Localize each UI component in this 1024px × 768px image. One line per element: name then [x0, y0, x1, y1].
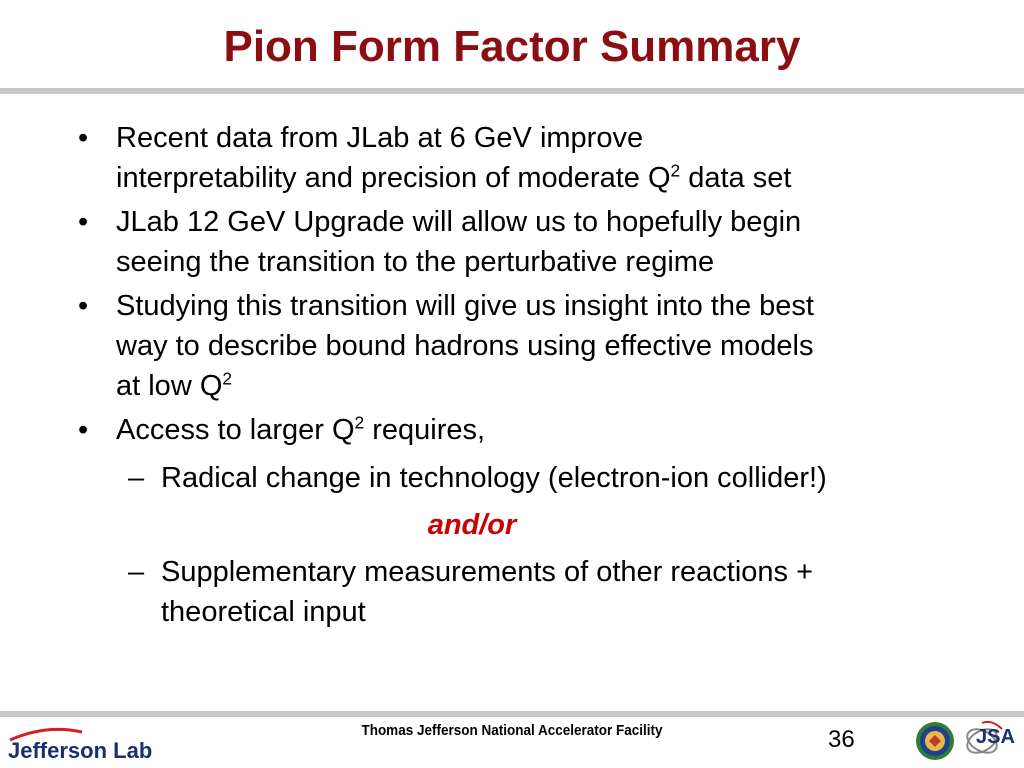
footer-organization: Thomas Jefferson National Accelerator Facility — [361, 722, 663, 739]
bullet-2 — [116, 202, 966, 282]
sub-bullet-1-line-1: Radical change in technology (electron-ion collider!) — [161, 462, 827, 494]
bullet-marker: • — [78, 414, 89, 446]
bullet-3-line-1: Studying this transition will give us insight into the best — [116, 290, 814, 322]
bullet-marker: • — [78, 206, 89, 238]
bullet-2-line-2: seeing the transition to the perturbative regime — [116, 246, 715, 278]
bullet-3-line-2: way to describe bound hadrons using effective models — [116, 330, 814, 362]
bullet-4-line-1-end: requires, — [364, 414, 486, 446]
connector-text: and/or — [427, 509, 517, 541]
doe-seal-icon — [915, 721, 955, 761]
sub-bullet-2-line-1: Supplementary measurements of other reactions + — [161, 556, 814, 588]
jsa-logo-text: JSA — [976, 726, 1015, 748]
sub-bullet-2-line-2: theoretical input — [161, 596, 366, 628]
bullet-1-line-2-end: data set — [680, 162, 792, 194]
dash-marker: – — [128, 556, 145, 588]
bullet-4 — [116, 410, 966, 450]
page-number: 36 — [828, 726, 855, 753]
superscript: 2 — [354, 412, 365, 433]
dash-marker: – — [128, 462, 145, 494]
bullet-4-line-1: Access to larger Q — [116, 414, 355, 446]
sub-bullet-1 — [161, 458, 981, 498]
bullet-3 — [116, 286, 966, 406]
superscript: 2 — [670, 160, 681, 181]
bullet-3-line-3: at low Q — [116, 370, 223, 402]
bullet-marker: • — [78, 122, 89, 154]
slide-title: Pion Form Factor Summary — [223, 22, 801, 71]
bullet-2-line-1: JLab 12 GeV Upgrade will allow us to hopefully begin — [116, 206, 802, 238]
title-divider — [0, 88, 1024, 94]
superscript: 2 — [222, 368, 233, 389]
bullet-1 — [116, 118, 966, 198]
bullet-marker: • — [78, 290, 89, 322]
jsa-logo — [962, 719, 1020, 763]
logo-text: Jefferson Lab — [8, 738, 153, 763]
footer-divider — [0, 711, 1024, 717]
sub-bullet-2 — [161, 552, 981, 632]
bullet-1-line-2: interpretability and precision of moderate Q — [116, 162, 671, 194]
bullet-1-line-1: Recent data from JLab at 6 GeV improve — [116, 122, 644, 154]
